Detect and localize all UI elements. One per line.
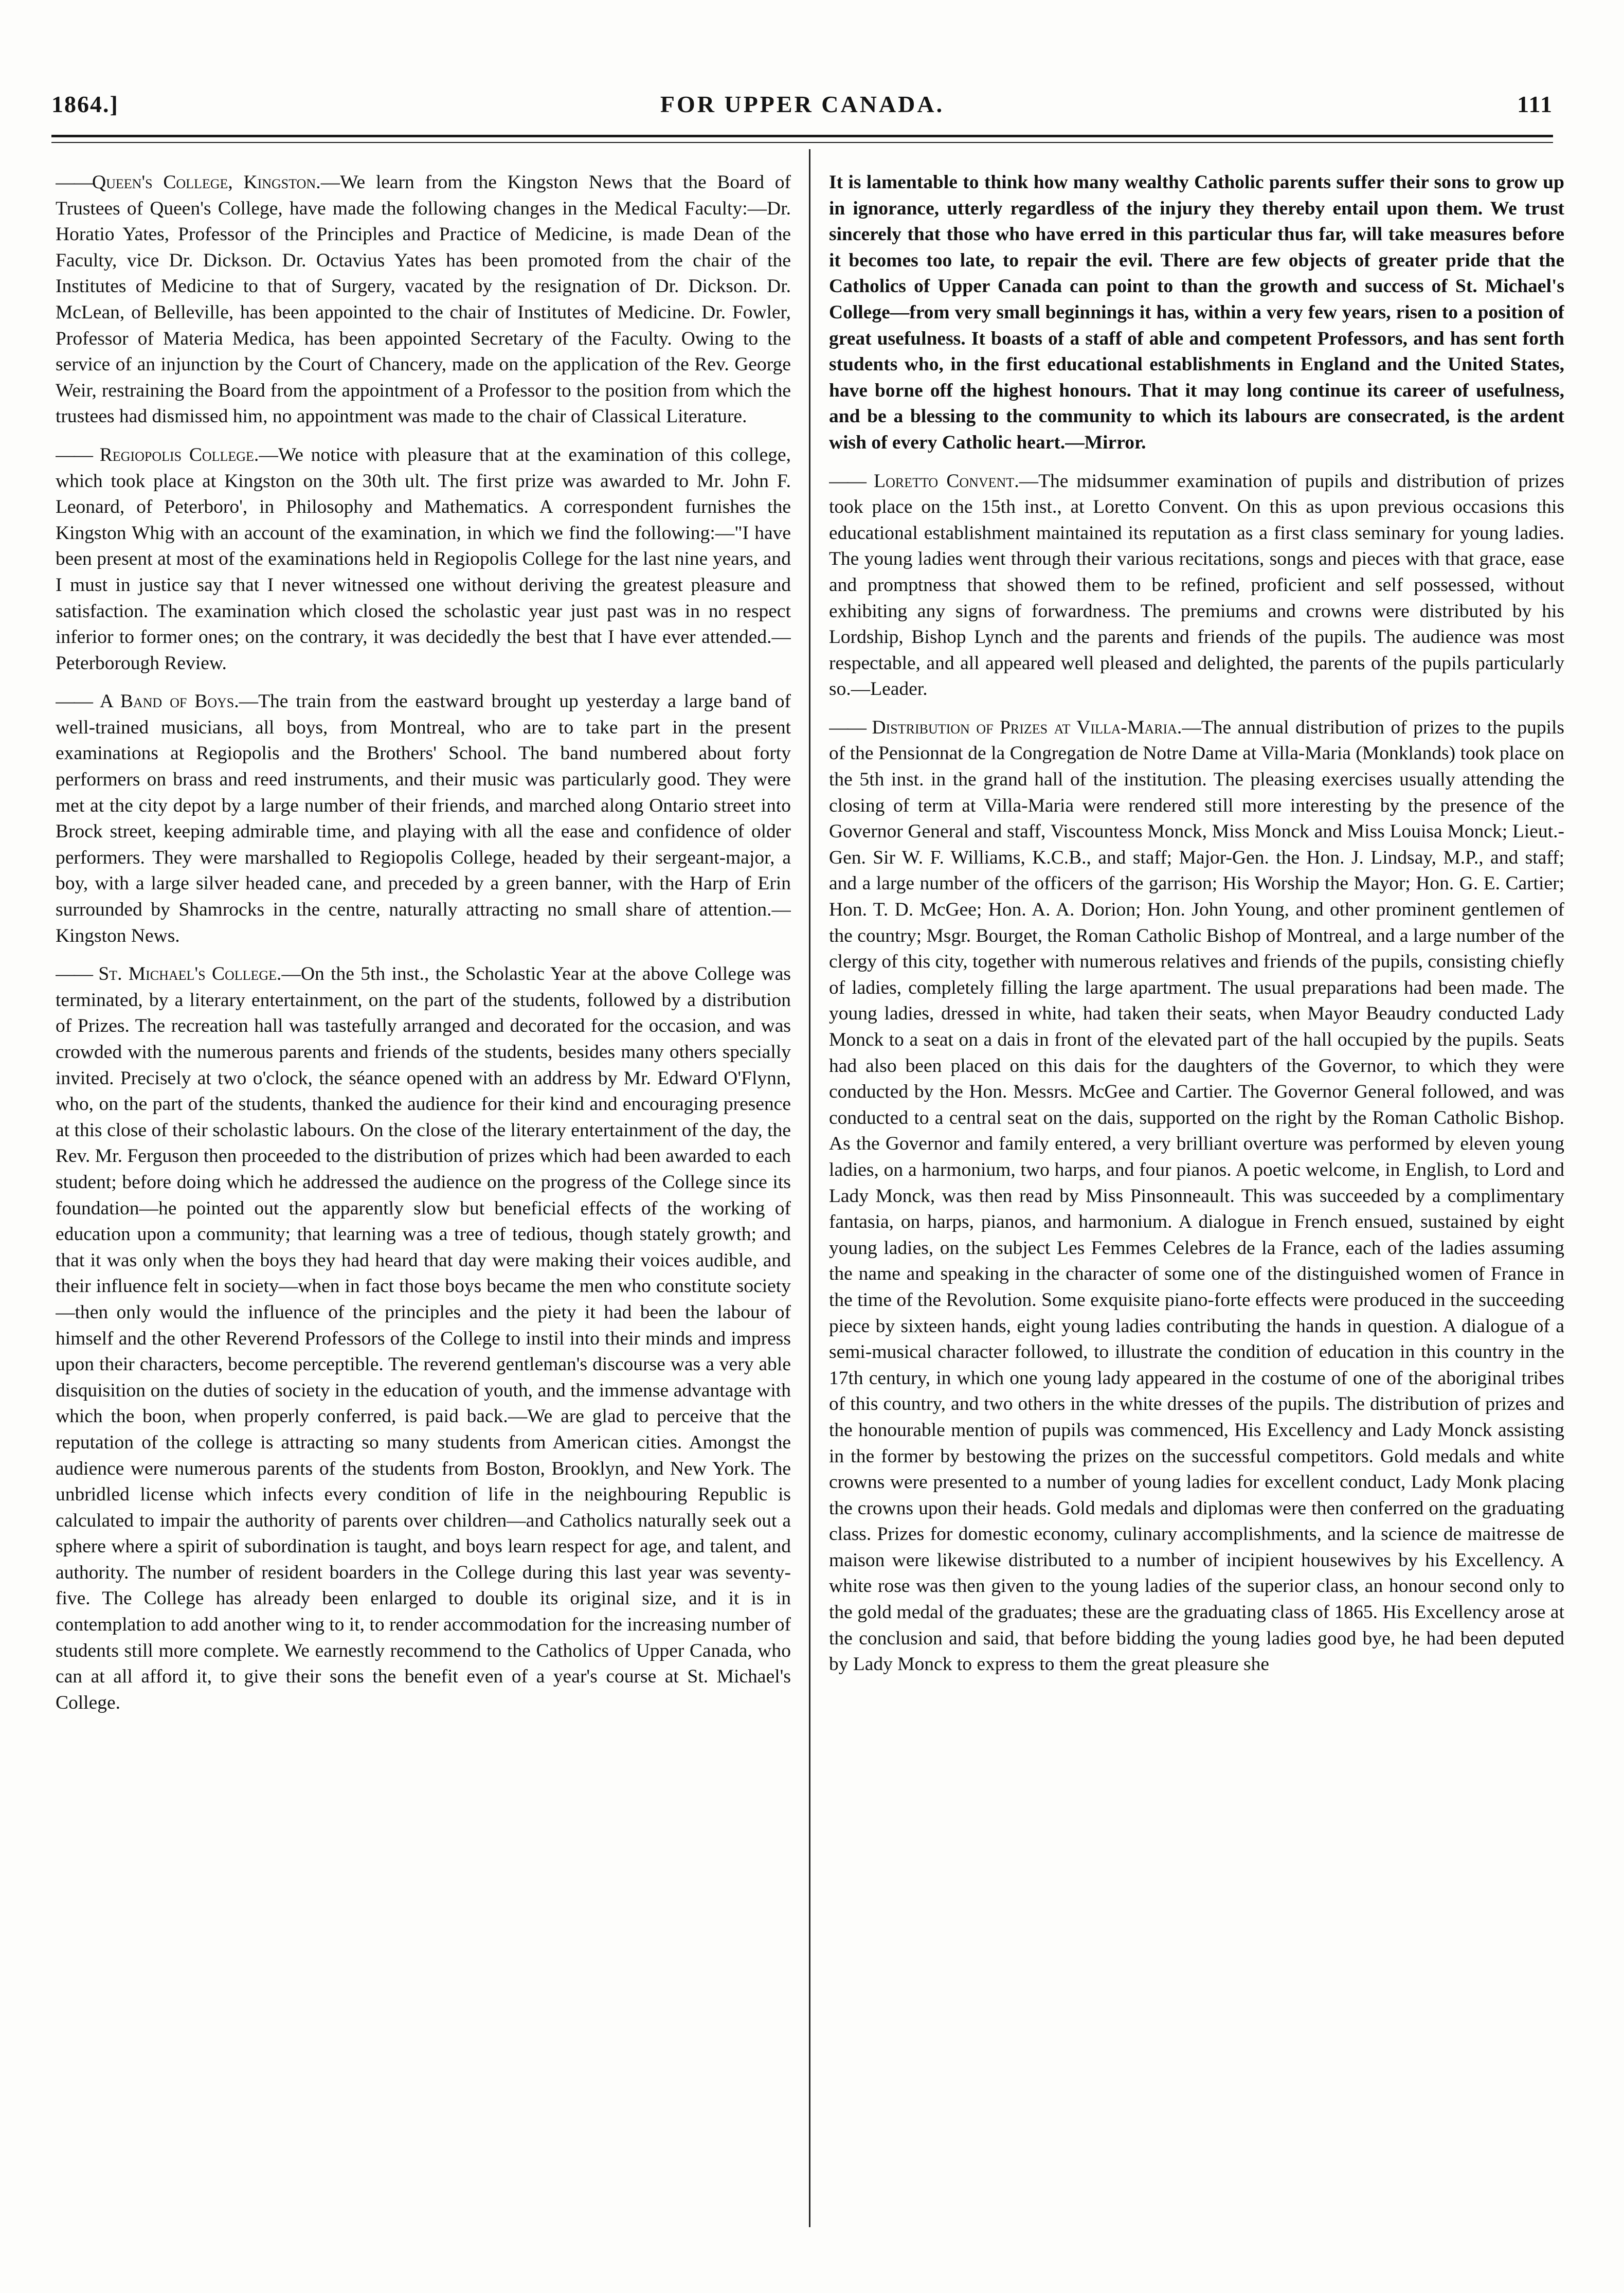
- article-body: It is lamentable to think how many wealthy Catholic parents suffer their sons to grow up in ignorance, utterly regardless of the injury they thereby entail upon them. We trust sincerely that those who have erred in this particular thus far, will take measures before it becomes too late, to repair the evil. There are few objects of greater pride that the Catholics of Upper Canada can point to than the growth and success of St. Michael's College—from very small beginnings it has, within a very few years, risen to a position of great usefulness. It boasts of a staff of able and competent Professors, and has sent forth students who, in the first educational establishments in England and the United States, have borne off the highest honours. That it may long continue its career of usefulness, and be a blessing to the community to which its labours are consecrated, is the ardent wish of every Catholic heart.—Mirror.: [829, 172, 1564, 453]
- article-st-michaels-college: —— St. Michael's College.—On the 5th inst., the Scholastic Year at the above College was terminated, by a literary entertainment, on the part of the students, followed by a distribution of Prizes. The recreation hall was tastefully arranged and decorated for the occasion, and was crowded with the numerous parents and friends of the students, besides many others specially invited. Precisely at two o'clock, the séance opened with an address by Mr. Edward O'Flynn, who, on the part of the students, thanked the audience for their kind and encouraging presence at this close of their scholastic labours. On the close of the literary entertainment of the day, the Rev. Mr. Ferguson then proceeded to the distribution of prizes which had been awarded to each student; before doing which he addressed the audience on the progress of the College since its foundation—he pointed out the apparently slow but beneficial effects of the working of education upon a community; that learning was a tree of tedious, though stately growth; and that it was only when the boys they had heard that day were making their voices audible, and their influence felt in society—when in fact those boys became the men who constitute society—then only would the influence of the principles and the piety it had been the labour of himself and the other Reverend Professors of the College to instil into their minds and impress upon their characters, become perceptible. The reverend gentleman's discourse was a very able disquisition on the duties of society in the education of youth, and the immense advantage with which the boon, when properly conferred, is paid back.—We are glad to perceive that the reputation of the college is attracting so many students from American cities. Amongst the audience were numerous parents of the students from Boston, Brooklyn, and New York. The unbridled license which infects every condition of life in the neighbouring Republic is calculated to impair the authority of parents over children—and Catholics naturally seek out a sphere where a spirit of subordination is taught, and boys learn respect for age, and talent, and authority. The number of resident boarders in the College during this last year was seventy-five. The College has already been enlarged to double its original size, and it is in contemplation to add another wing to it, to render accommodation for the increasing number of students still more complete. We earnestly recommend to the Catholics of Upper Canada, who can at all afford it, to give their sons the benefit even of a year's course at St. Michael's College.: [56, 963, 791, 1713]
- article-body: We notice with pleasure that at the examination of this college, which took place at Kingston on the 30th ult. The first prize was awarded to Mr. John F. Leonard, of Peterboro', in Philosophy and Mathematics. A correspondent furnishes the Kingston Whig with an account of the examination, in which we find the following:—"I have been present at most of the examinations held in Regiopolis College for the last nine years, and I must in justice say that I never witnessed one without deriving the greatest pleasure and satisfaction. The examination which closed the scholastic year just past was in no respect inferior to former ones; on the contrary, it was decidedly the best that I have ever attended.—Peterborough Review.: [56, 444, 791, 674]
- header-rule-thick: [51, 135, 1553, 137]
- left-column: [56, 170, 791, 2243]
- article-st-michaels-continued: [829, 170, 1564, 456]
- article-body: On the 5th inst., the Scholastic Year at the above College was terminated, by a literary entertainment, on the part of the students, followed by a distribution of Prizes. The recreation hall was tastefully arranged and decorated for the occasion, and was crowded with the numerous parents and friends of the students, besides many others specially invited. Precisely at two o'clock, the séance opened with an address by Mr. Edward O'Flynn, who, on the part of the students, thanked the audience for their kind and encouraging presence at this close of their scholastic labours. On the close of the literary entertainment of the day, the Rev. Mr. Ferguson then proceeded to the distribution of prizes which had been awarded to each student; before doing which he addressed the audience on the progress of the College since its foundation—he pointed out the apparently slow but beneficial effects of the working of education upon a community; that learning was a tree of tedious, though stately growth; and that it was only when the boys they had heard that day were making their voices audible, and their influence felt in society—when in fact those boys became the men who constitute society—then only would the influence of the principles and the piety it had been the labour of himself and the other Reverend Professors of the College to instil into their minds and impress upon their characters, become perceptible. The reverend gentleman's discourse was a very able disquisition on the duties of society in the education of youth, and the immense advantage with which the boon, when properly conferred, is paid back.—We are glad to perceive that the reputation of the college is attracting so many students from American cities. Amongst the audience were numerous parents of the students from Boston, Brooklyn, and New York. The unbridled license which infects every condition of life in the neighbouring Republic is calculated to impair the authority of parents over children—and Catholics naturally seek out a sphere where a spirit of subordination is taught, and boys learn respect for age, and talent, and authority. The number of resident boarders in the College during this last year was seventy-five. The College has already been enlarged to double its original size, and it is in contemplation to add another wing to it, to render accommodation for the increasing number of students still more complete. We earnestly recommend to the Catholics of Upper Canada, who can at all afford it, to give their sons the benefit even of a year's course at St. Michael's College.: [56, 963, 791, 1713]
- page-header: [51, 91, 1553, 127]
- article-heading: Distribution of Prizes at Villa-Maria.: [872, 716, 1182, 738]
- article-body: The train from the eastward brought up yesterday a large band of well-trained musicians, all boys, from Montreal, who are to take part in the present examinations at Regiopolis and the Brothers' School. The band numbered about forty performers on brass and reed instruments, and their music was particularly good. They were met at the city depot by a large number of their friends, and marched along Ontario street into Brock street, keeping admirable time, and playing with all the ease and confidence of older performers. They were marshalled to Regiopolis College, headed by their sergeant-major, a boy, with a large silver headed cane, and preceded by a green banner, with the Harp of Erin surrounded by Shamrocks in the centre, naturally attracting no small share of attention.—Kingston News.: [56, 691, 791, 946]
- article-heading: Regiopolis College.: [99, 444, 259, 465]
- article-heading: St. Michael's College.: [98, 963, 282, 985]
- article-regiopolis-college: —— Regiopolis College.—We notice with pleasure that at the examination of this college, which took place at Kingston on the 30th ult. The first prize was awarded to Mr. John F. Leonard, of Peterboro', in Philosophy and Mathematics. A correspondent furnishes the Kingston Whig with an account of the examination, in which we find the following:—"I have been present at most of the examinations held in Regiopolis College for the last nine years, and I must in justice say that I never witnessed one without deriving the greatest pleasure and satisfaction. The examination which closed the scholastic year just past was in no respect inferior to former ones; on the contrary, it was decidedly the best that I have ever attended.—Peterborough Review.: [56, 444, 791, 674]
- article-queens-college: ——Queen's College, Kingston.—We learn from the Kingston News that the Board of Trustees of Queen's College, have made the following changes in the Medical Faculty:—Dr. Horatio Yates, Professor of the Principles and Practice of Medicine, is made Dean of the Faculty, vice Dr. Dickson. Dr. Octavius Yates has been promoted from the chair of the Institutes of Medicine to that of Surgery, vacated by the resignation of Dr. Dickson. Dr. McLean, of Belleville, has been appointed to the chair of Institutes of Medicine. Dr. Fowler, Professor of Materia Medica, has been appointed Secretary of the Faculty. Owing to the service of an injunction by the Court of Chancery, made on the application of the Rev. George Weir, restraining the Board from the appointment of a Professor to the position from which the trustees had dismissed him, no appointment was made to the chair of Classical Literature.: [56, 172, 791, 427]
- header-title: FOR UPPER CANADA.: [660, 91, 945, 117]
- article-band-of-boys: —— A Band of Boys.—The train from the eastward brought up yesterday a large band of well-trained musicians, all boys, from Montreal, who are to take part in the present examinations at Regiopolis and the Brothers' School. The band numbered about forty performers on brass and reed instruments, and their music was particularly good. They were met at the city depot by a large number of their friends, and marched along Ontario street into Brock street, keeping admirable time, and playing with all the ease and confidence of older performers. They were marshalled to Regiopolis College, headed by their sergeant-major, a boy, with a large silver headed cane, and preceded by a green banner, with the Harp of Erin surrounded by Shamrocks in the centre, naturally attracting no small share of attention.—Kingston News.: [56, 691, 791, 946]
- header-rule-thin: [51, 142, 1553, 143]
- article-body: The annual distribution of prizes to the pupils of the Pensionnat de la Congregation de Notre Dame at Villa-Maria (Monklands) took place on the 5th inst. in the grand hall of the institution. The pleasing exercises usually attending the closing of term at Villa-Maria were rendered still more interesting by the presence of the Governor General and staff, Viscountess Monck, Miss Monck and Miss Louisa Monck; Lieut.-Gen. Sir W. F. Williams, K.C.B., and staff; Major-Gen. the Hon. J. Lindsay, M.P., and staff; and a large number of the officers of the garrison; His Worship the Mayor; Hon. G. E. Cartier; Hon. T. D. McGee; Hon. A. A. Dorion; Hon. John Young, and other prominent gentlemen of the country; Msgr. Bourget, the Roman Catholic Bishop of Montreal, and a large number of the clergy of this city, together with numerous relatives and friends of the pupils, consisting chiefly of ladies, completely filling the large apartment. The usual preparations had been made. The young ladies, dressed in white, had taken their seats, when Mayor Beaudry conducted Lady Monck to a seat on a dais in front of the elevated part of the hall occupied by the pupils. Seats had also been placed on this dais for the daughters of the Governor, to which they were conducted by the Hon. Messrs. McGee and Cartier. The Governor General followed, and was conducted to a central seat on the dais, supported on the right by the Roman Catholic Bishop. As the Governor and family entered, a very brilliant overture was performed by eleven young ladies, on a harmonium, two harps, and four pianos. A poetic welcome, in English, to Lord and Lady Monck, was then read by Miss Pinsonneault. This was succeeded by a complimentary fantasia, on harps, pianos, and harmonium. A dialogue in French ensued, sustained by eight young ladies, on the subject Les Femmes Celebres de la France, each of the ladies assuming the name and speaking in the character of some one of the distinguished women of France in the time of the Revolution. Some exquisite piano-forte effects were produced in the succeeding piece by sixteen hands, eight young ladies contributing the hands in question. A dialogue of a semi-musical character followed, to illustrate the condition of education in this country in the 17th century, in which one young lady appeared in the costume of one of the aboriginal tribes of this country, and two others in the white dresses of the pupils. The distribution of prizes and the honourable mention of pupils was commenced, His Excellency and Lady Monck assisting in the former by bestowing the prizes on the successful competitors. Gold medals and white crowns were presented to a number of young ladies for excellent conduct, Lady Monk placing the crowns upon their heads. Gold medals and diplomas were then conferred on the graduating class. Prizes for domestic economy, culinary accomplishments, and la science de maitresse de maison were likewise distributed to a number of incipient housewives by his Excellency. A white rose was then given to the young ladies of the superior class, an honour second only to the gold medal of the graduates; these are the graduating class of 1865. His Excellency arose at the conclusion and said, that before bidding the young ladies good bye, he had been deputed by Lady Monck to express to them the great pleasure she: [829, 716, 1564, 1675]
- column-divider: [809, 149, 810, 2227]
- header-page-number: 111: [1517, 91, 1553, 117]
- article-body: We learn from the Kingston News that the Board of Trustees of Queen's College, have made the following changes in the Medical Faculty:—Dr. Horatio Yates, Professor of the Principles and Practice of Medicine, is made Dean of the Faculty, vice Dr. Dickson. Dr. Octavius Yates has been promoted from the chair of the Institutes of Medicine to that of Surgery, vacated by the resignation of Dr. Dickson. Dr. McLean, of Belleville, has been appointed to the chair of Institutes of Medicine. Dr. Fowler, Professor of Materia Medica, has been appointed Secretary of the Faculty. Owing to the service of an injunction by the Court of Chancery, made on the application of the Rev. George Weir, restraining the Board from the appointment of a Professor to the position from which the trustees had dismissed him, no appointment was made to the chair of Classical Literature.: [56, 172, 791, 427]
- article-heading: Loretto Convent.: [874, 470, 1019, 492]
- article-villa-maria: —— Distribution of Prizes at Villa-Maria.—The annual distribution of prizes to the pupils of the Pensionnat de la Congregation de Notre Dame at Villa-Maria (Monklands) took place on the 5th inst. in the grand hall of the institution. The pleasing exercises usually attending the closing of term at Villa-Maria were rendered still more interesting by the presence of the Governor General and staff, Viscountess Monck, Miss Monck and Miss Louisa Monck; Lieut.-Gen. Sir W. F. Williams, K.C.B., and staff; Major-Gen. the Hon. J. Lindsay, M.P., and staff; and a large number of the officers of the garrison; His Worship the Mayor; Hon. G. E. Cartier; Hon. T. D. McGee; Hon. A. A. Dorion; Hon. John Young, and other prominent gentlemen of the country; Msgr. Bourget, the Roman Catholic Bishop of Montreal, and a large number of the clergy of this city, together with numerous relatives and friends of the pupils, consisting chiefly of ladies, completely filling the large apartment. The usual preparations had been made. The young ladies, dressed in white, had taken their seats, when Mayor Beaudry conducted Lady Monck to a seat on a dais in front of the elevated part of the hall occupied by the pupils. Seats had also been placed on this dais for the daughters of the Governor, to which they were conducted by the Hon. Messrs. McGee and Cartier. The Governor General followed, and was conducted to a central seat on the dais, supported on the right by the Roman Catholic Bishop. As the Governor and family entered, a very brilliant overture was performed by eleven young ladies, on a harmonium, two harps, and four pianos. A poetic welcome, in English, to Lord and Lady Monck, was then read by Miss Pinsonneault. This was succeeded by a complimentary fantasia, on harps, pianos, and harmonium. A dialogue in French ensued, sustained by eight young ladies, on the subject Les Femmes Celebres de la France, each of the ladies assuming the name and speaking in the character of some one of the distinguished women of France in the time of the Revolution. Some exquisite piano-forte effects were produced in the succeeding piece by sixteen hands, eight young ladies contributing the hands in question. A dialogue of a semi-musical character followed, to illustrate the condition of education in this country in the 17th century, in which one young lady appeared in the costume of one of the aboriginal tribes of this country, and two others in the white dresses of the pupils. The distribution of prizes and the honourable mention of pupils was commenced, His Excellency and Lady Monck assisting in the former by bestowing the prizes on the successful competitors. Gold medals and white crowns were presented to a number of young ladies for excellent conduct, Lady Monk placing the crowns upon their heads. Gold medals and diplomas were then conferred on the graduating class. Prizes for domestic economy, culinary accomplishments, and la science de maitresse de maison were likewise distributed to a number of incipient housewives by his Excellency. A white rose was then given to the young ladies of the superior class, an honour second only to the gold medal of the graduates; these are the graduating class of 1865. His Excellency arose at the conclusion and said, that before bidding the young ladies good bye, he had been deputed by Lady Monck to express to them the great pleasure she: [829, 716, 1564, 1675]
- article-heading: Queen's College, Kingston.: [92, 172, 321, 193]
- article-heading: A Band of Boys.: [99, 691, 239, 712]
- article-loretto-convent: —— Loretto Convent.—The midsummer examination of pupils and distribution of prizes took place on the 15th inst., at Loretto Convent. On this as upon previous occasions this educational establishment maintained its reputation as a first class seminary for young ladies. The young ladies went through their various recitations, songs and pieces with that grace, ease and promptness that showed them to be refined, proficient and self possessed, without exhibiting any signs of forwardness. The premiums and crowns were distributed by his Lordship, Bishop Lynch and the parents and friends of the pupils. The audience was most respectable, and all appeared well pleased and delighted, the parents of the pupils particularly so.—Leader.: [829, 470, 1564, 700]
- right-column: [829, 170, 1564, 2243]
- header-year: 1864.]: [51, 91, 119, 117]
- article-body: The midsummer examination of pupils and distribution of prizes took place on the 15th inst., at Loretto Convent. On this as upon previous occasions this educational establishment maintained its reputation as a first class seminary for young ladies. The young ladies went through their various recitations, songs and pieces with that grace, ease and promptness that showed them to be refined, proficient and self possessed, without exhibiting any signs of forwardness. The premiums and crowns were distributed by his Lordship, Bishop Lynch and the parents and friends of the pupils. The audience was most respectable, and all appeared well pleased and delighted, the parents of the pupils particularly so.—Leader.: [829, 470, 1564, 700]
